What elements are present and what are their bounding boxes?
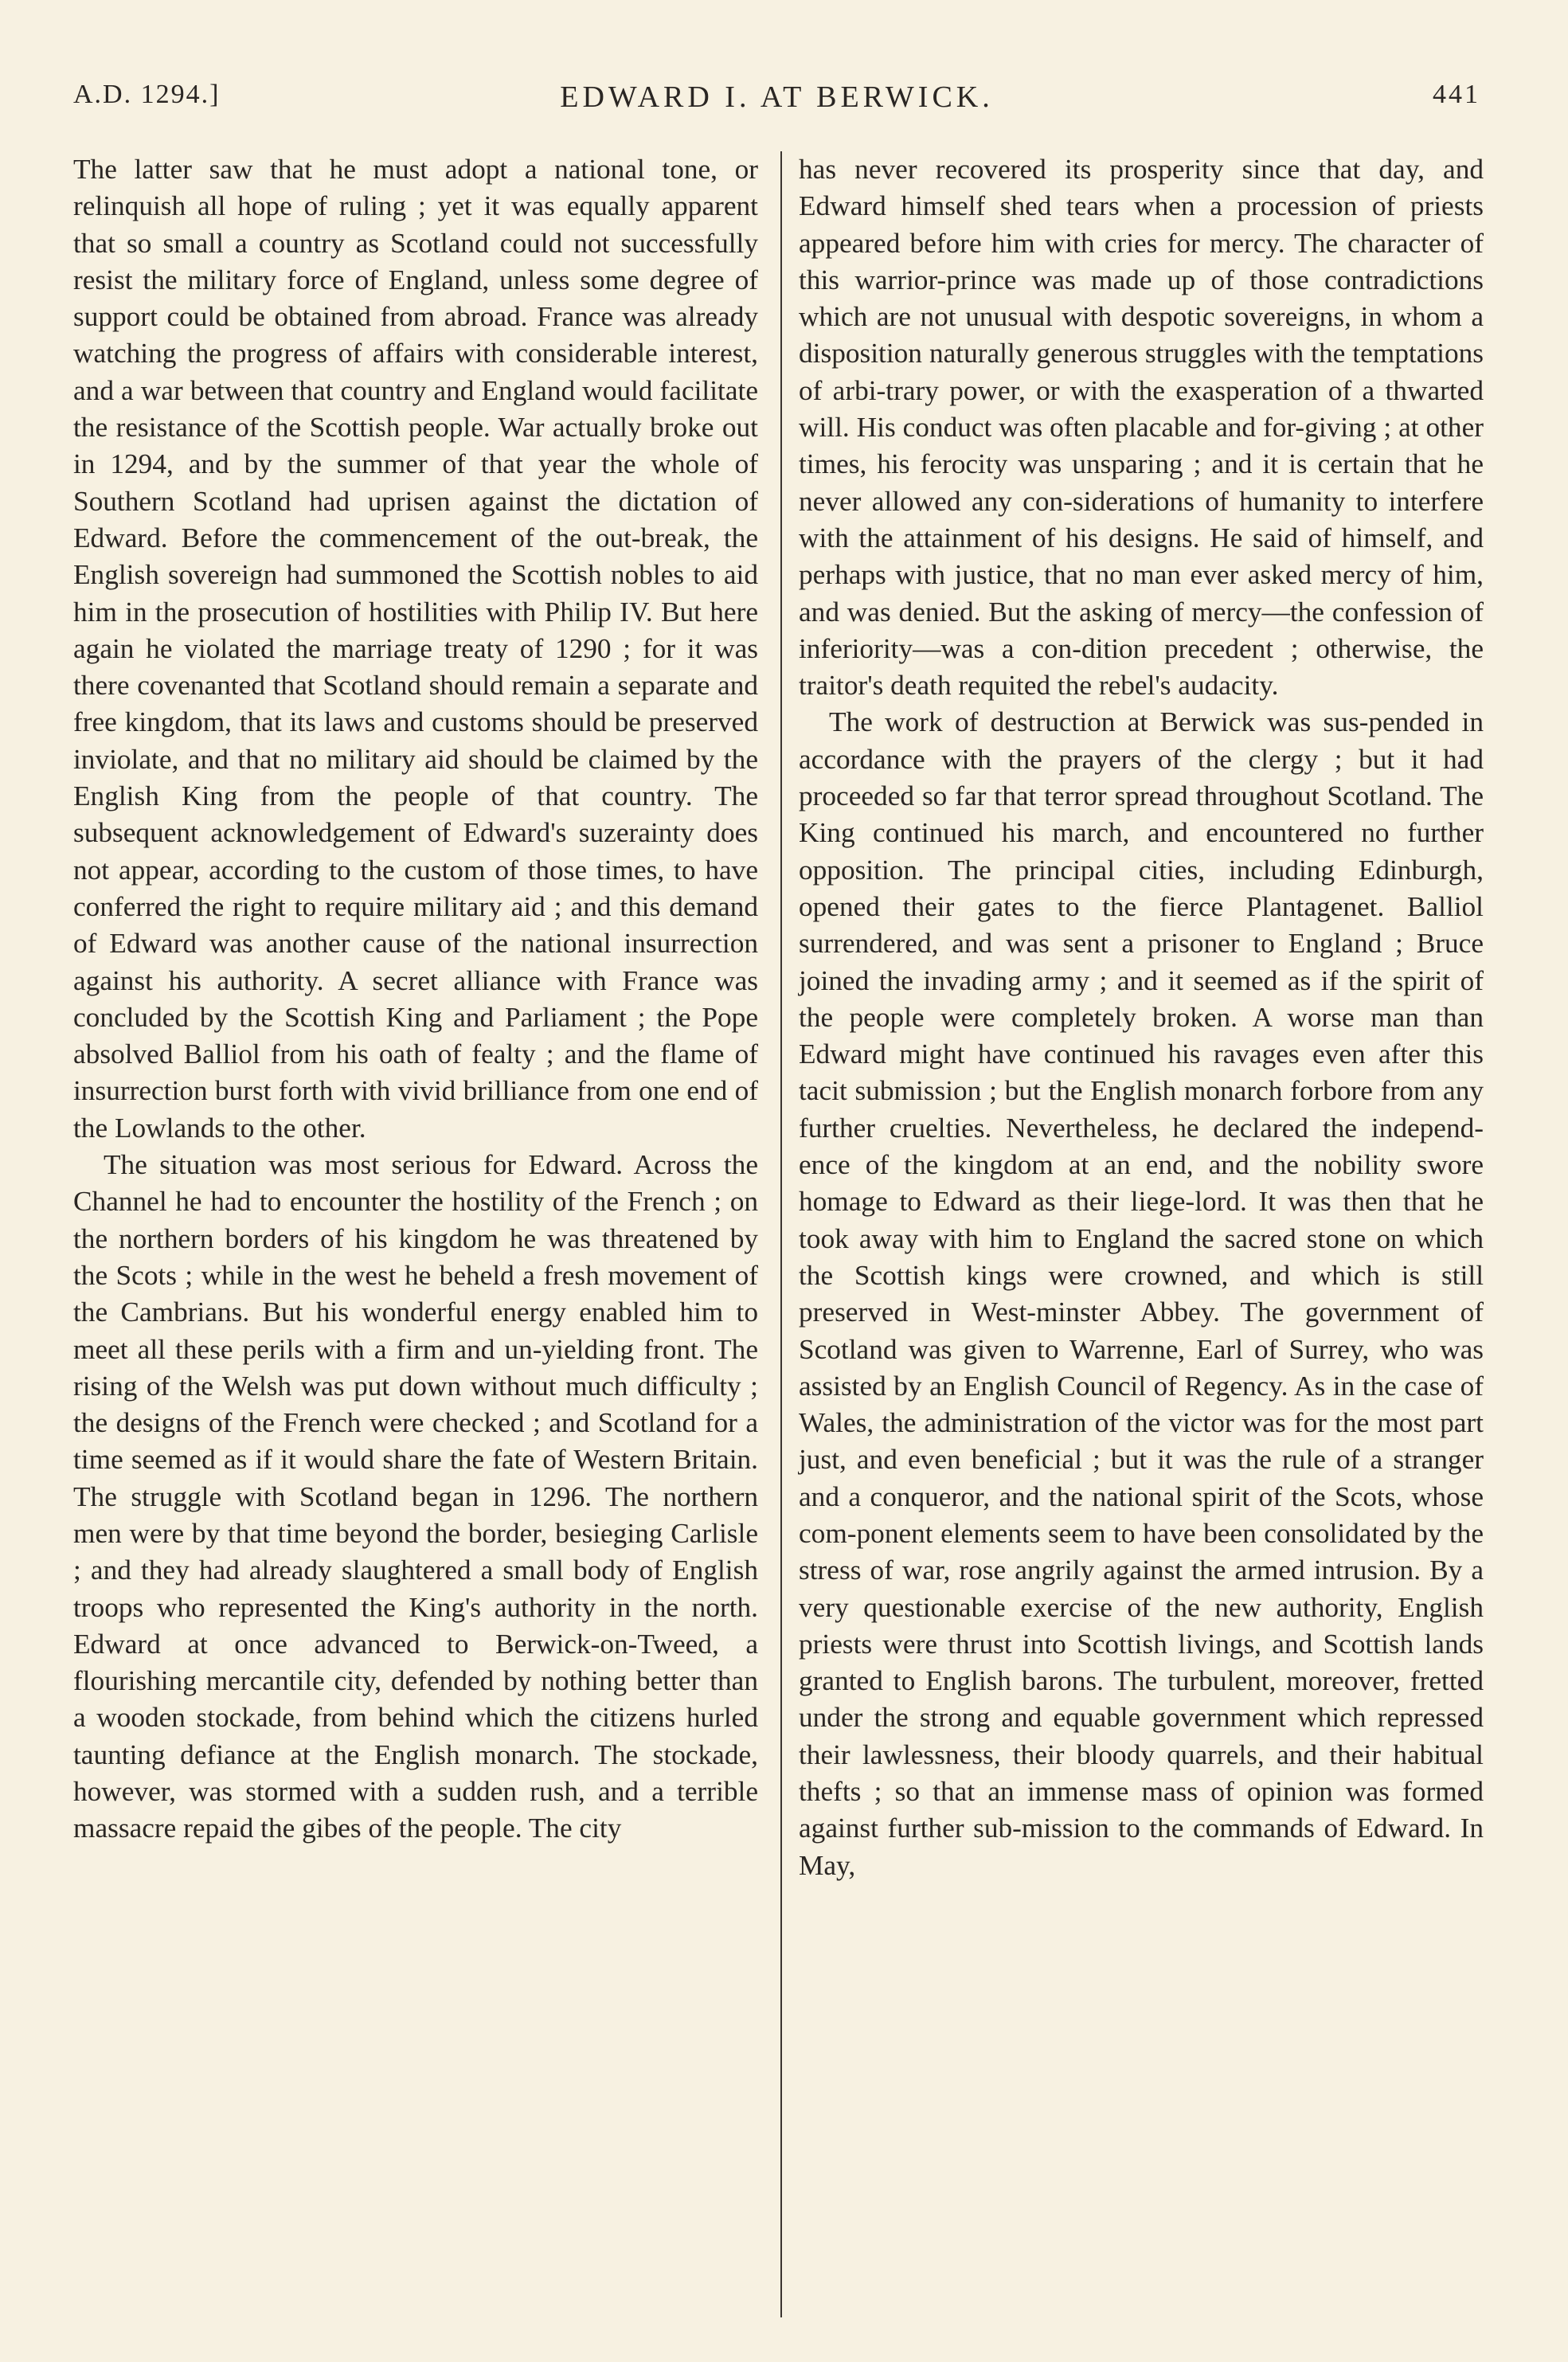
left-column bbox=[73, 151, 758, 1848]
paragraph: has never recovered its prosperity since that day, and Edward himself shed tears when a procession of priests appeared before him with cries for mercy. The character of this warrior-prince was made up of those contradictions which are not unusual with despotic sovereigns, in whom a disposition naturally generous struggles with the temptations of arbi-trary power, or with the exasperation of a thwarted will. His conduct was often placable and for-giving ; at other times, his ferocity was unsparing ; and it is certain that he never allowed any con-siderations of humanity to interfere with the attainment of his designs. He said of himself, and perhaps with justice, that no man ever asked mercy of him, and was denied. But the asking of mercy—the confession of inferiority—was a con-dition precedent ; otherwise, the traitor's death requited the rebel's audacity. bbox=[799, 154, 1484, 702]
running-header bbox=[73, 80, 1480, 127]
page-number: 441 bbox=[1433, 80, 1480, 109]
paragraph: The work of destruction at Berwick was sus-pended in accordance with the prayers of the clergy ; but it had proceeded so far that terror spread throughout Scotland. The King continued his march, and encountered no further opposition. The principal cities, including Edinburgh, opened their gates to the fierce Plantagenet. Balliol surrendered, and was sent a prisoner to England ; Bruce joined the invading army ; and it seemed as if the spirit of the people were completely broken. A worse man than Edward might have continued his ravages even after this tacit submission ; but the English monarch forbore from any further cruelties. Nevertheless, he declared the independ-ence of the kingdom at an end, and the nobility swore homage to Edward as their liege-lord. It was then that he took away with him to England the sacred stone on which the Scottish kings were crowned, and which is still preserved in West-minster Abbey. The government of Scotland was given to Warrenne, Earl of Surrey, who was assisted by an English Council of Regency. As in the case of Wales, the administration of the victor was for the most part just, and even beneficial ; but it was the rule of a stranger and a conqueror, and the national spirit of the Scots, whose com-ponent elements seem to have been consolidated by the stress of war, rose angrily against the armed intrusion. By a very questionable exercise of the new authority, English priests were thrust into Scottish livings, and Scottish lands granted to English barons. The turbulent, moreover, fretted under the strong and equable government which repressed their lawlessness, their bloody quarrels, and their habitual thefts ; so that an immense mass of opinion was formed against further sub-mission to the commands of Edward. In May, bbox=[799, 706, 1484, 1881]
paragraph: The situation was most serious for Edward. Across the Channel he had to encounter the hostility of the French ; on the northern borders of his kingdom he was threatened by the Scots ; while in the west he beheld a fresh movement of the Cambrians. But his wonderful energy enabled him to meet all these perils with a firm and un-yielding front. The rising of the Welsh was put down without much difficulty ; the designs of the French were checked ; and Scotland for a time seemed as if it would share the fate of Western Britain. The struggle with Scotland began in 1296. The northern men were by that time beyond the border, besieging Carlisle ; and they had already slaughtered a small body of English troops who represented the King's authority in the north. Edward at once advanced to Berwick-on-Tweed, a flourishing mercantile city, defended by nothing better than a wooden stockade, from behind which the citizens hurled taunting defiance at the English monarch. The stockade, however, was stormed with a sudden rush, and a terrible massacre repaid the gibes of the people. The city bbox=[73, 1149, 758, 1844]
header-date: A.D. 1294.] bbox=[73, 80, 221, 109]
header-title: EDWARD I. AT BERWICK. bbox=[560, 80, 994, 114]
paragraph: The latter saw that he must adopt a national tone, or relinquish all hope of ruling ; yet it was equally apparent that so small a country as Scotland could not successfully resist the military force of England, unless some degree of support could be obtained from abroad. France was already watching the progress of affairs with considerable interest, and a war between that country and England would facilitate the resistance of the Scottish people. War actually broke out in 1294, and by the summer of that year the whole of Southern Scotland had uprisen against the dictation of Edward. Before the commencement of the out-break, the English sovereign had summoned the Scottish nobles to aid him in the prosecution of hostilities with Philip IV. But here again he violated the marriage treaty of 1290 ; for it was there covenanted that Scotland should remain a separate and free kingdom, that its laws and customs should be preserved inviolate, and that no military aid should be claimed by the English King from the people of that country. The subsequent acknowledgement of Edward's suzerainty does not appear, according to the custom of those times, to have conferred the right to require military aid ; and this demand of Edward was another cause of the national insurrection against his authority. A secret alliance with France was concluded by the Scottish King and Parliament ; the Pope absolved Balliol from his oath of fealty ; and the flame of insurrection burst forth with vivid brilliance from one end of the Lowlands to the other. bbox=[73, 154, 758, 1144]
right-column bbox=[799, 151, 1484, 1884]
column-divider bbox=[780, 151, 782, 2317]
